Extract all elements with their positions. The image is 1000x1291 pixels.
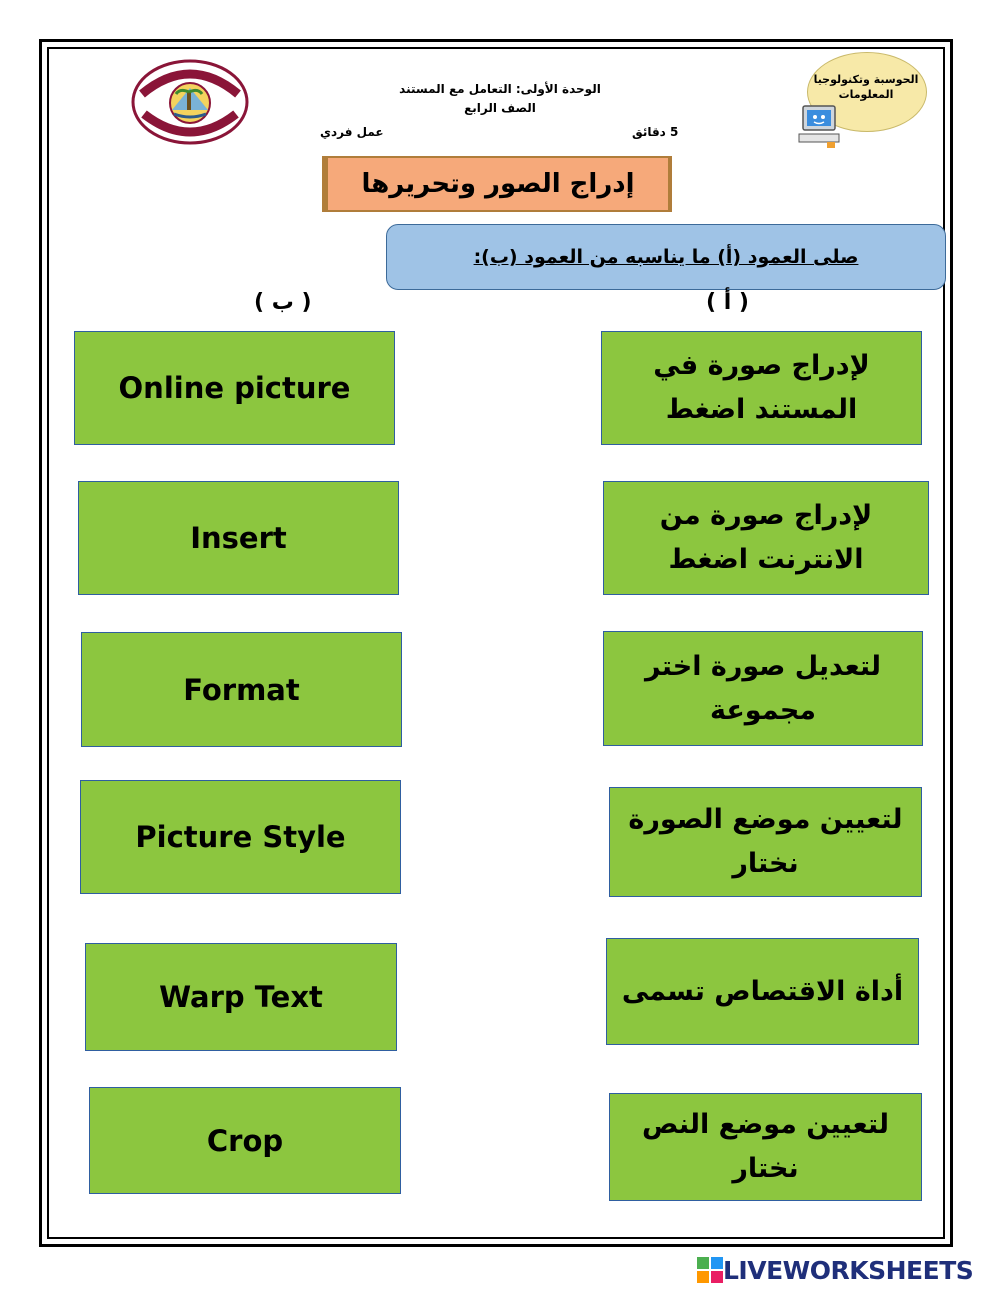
card-label: أداة الاقتصاص تسمى [621, 975, 904, 1007]
match-card-a-1[interactable] [601, 331, 922, 445]
ministry-logo [130, 58, 250, 146]
column-b-header: ( ب ) [254, 290, 312, 315]
match-card-b-3[interactable] [81, 632, 402, 747]
unit-line: الوحدة الأولى: التعامل مع المستند [399, 82, 601, 96]
liveworksheets-logo-icon [697, 1257, 723, 1283]
computer-icon [797, 102, 843, 150]
match-card-b-6[interactable] [89, 1087, 401, 1194]
instruction-box [386, 224, 946, 290]
card-label: لإدراج صورة من الانترنت اضغط [659, 500, 873, 575]
card-label: Picture Style [135, 820, 346, 854]
match-card-b-4[interactable] [80, 780, 401, 894]
card-label: لتعيين موضع الصورة نختار [628, 804, 903, 879]
page-title: إدراج الصور وتحريرها [361, 169, 635, 199]
subject-logo-text: الحوسبة وتكنولوجيا المعلومات [813, 73, 919, 101]
card-label: Insert [190, 521, 287, 555]
card-label: لتعديل صورة اختر مجموعة [644, 650, 882, 726]
card-label: Format [183, 672, 300, 707]
match-card-a-3[interactable] [603, 631, 923, 746]
time-label: 5 دقائق [632, 125, 679, 139]
card-label: لتعيين موضع النص نختار [642, 1109, 889, 1184]
title-banner [322, 156, 672, 212]
work-type-label: عمل فردي [320, 125, 384, 139]
card-label: Online picture [118, 371, 351, 405]
card-label: Crop [206, 1123, 284, 1158]
brand-text: LIVEWORKSHEETS [723, 1255, 974, 1285]
match-card-a-4[interactable] [609, 787, 922, 897]
match-card-b-5[interactable] [85, 943, 397, 1051]
match-card-a-2[interactable] [603, 481, 929, 595]
match-card-a-5[interactable] [606, 938, 919, 1045]
liveworksheets-brand [697, 1256, 973, 1284]
instruction-text: صلى العمود (أ) ما يناسبه من العمود (ب): [473, 246, 859, 268]
card-label: Warp Text [159, 980, 323, 1014]
card-label: لإدراج صورة في المستند اضغط [653, 350, 870, 425]
subject-logo [797, 52, 927, 152]
match-card-b-2[interactable] [78, 481, 399, 595]
match-card-a-6[interactable] [609, 1093, 922, 1201]
grade-line: الصف الرابع [464, 101, 536, 115]
column-a-header: ( أ ) [706, 290, 749, 315]
match-card-b-1[interactable] [74, 331, 395, 445]
